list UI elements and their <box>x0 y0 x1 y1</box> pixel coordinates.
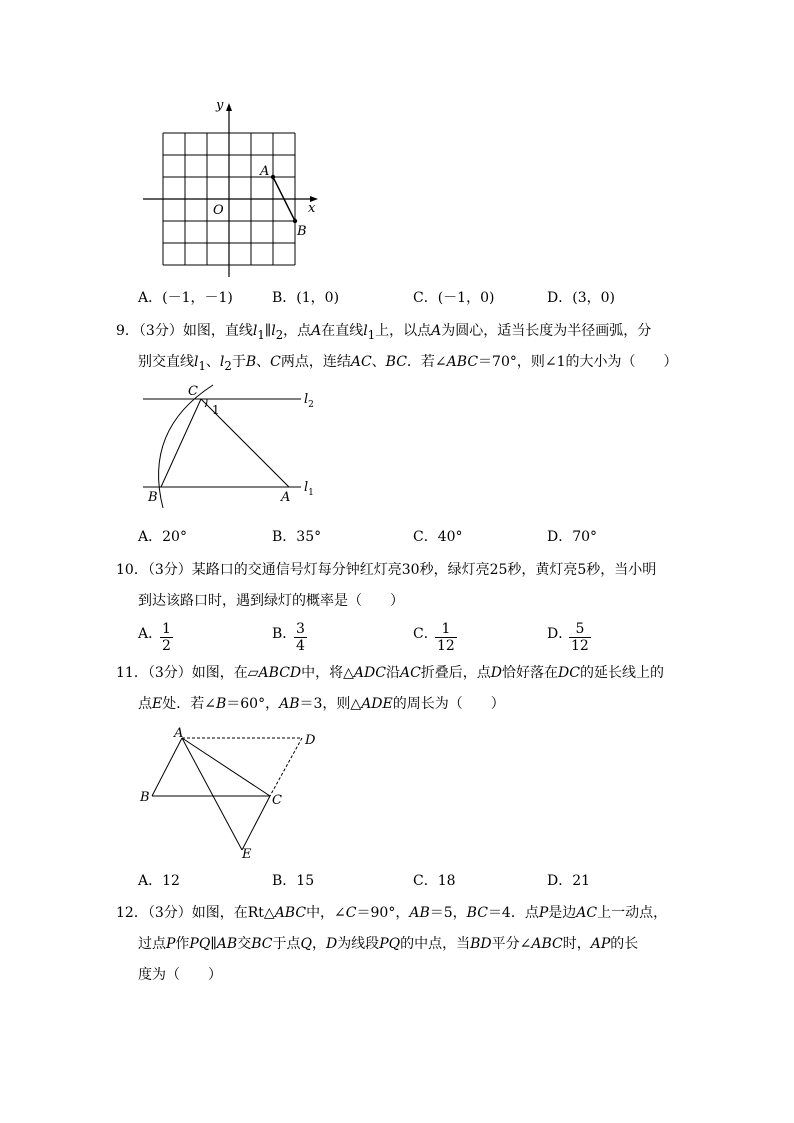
q9-label-1: 1 <box>212 403 220 417</box>
q8-label-b: B <box>297 224 307 239</box>
q11-option-c: C．18 <box>413 873 456 889</box>
q8-option-c: C．(－1，0) <box>413 290 495 306</box>
q9-parallel-lines-figure <box>135 380 335 510</box>
q11-option-d: D．21 <box>547 873 591 889</box>
q12-stem-line-3: 度为（ ） <box>138 967 222 983</box>
q11-label-a: A <box>174 726 184 741</box>
q8-option-d: D．(3，0) <box>547 290 615 306</box>
q10-option-a: A． <box>138 626 163 642</box>
q11-segment-ce <box>242 796 270 850</box>
q11-option-b: B．15 <box>272 873 315 889</box>
q9-label-b: B <box>148 490 158 505</box>
q9-option-a: A．20° <box>138 529 187 545</box>
q8-option-b: B．(1，0) <box>272 290 340 306</box>
q10-option-b-fraction: $\frac{3}{4}$ <box>296 621 305 654</box>
q9-option-b: B．35° <box>272 529 322 545</box>
q9-label-a: A <box>281 490 291 505</box>
q10-option-d-fraction: $\frac{5}{12}$ <box>571 621 589 654</box>
q8-label-a: A <box>260 164 270 179</box>
q8-option-a: A．(－1，－1) <box>138 290 233 306</box>
q11-parallelogram-figure <box>135 722 335 862</box>
q9-label-c: C <box>188 384 198 399</box>
q8-y-arrow-icon <box>226 103 232 111</box>
q10-option-a-fraction: $\frac{1}{2}$ <box>162 621 171 654</box>
q9-label-l1: $l_1$ <box>304 480 314 498</box>
q11-label-e: E <box>242 847 252 862</box>
q9-label-l2: $l_2$ <box>304 392 314 410</box>
q9-stem-line-2: 别交直线$l_1$、$l_2$于B、C两点，连结AC、BC．若∠ABC＝70°，则∠1的大小为（ ） <box>138 354 678 373</box>
q11-segment-dc-dashed <box>270 738 302 796</box>
q10-option-c: C． <box>413 626 438 642</box>
q11-label-b: B <box>140 790 150 805</box>
q11-segment-ac <box>182 738 270 796</box>
q11-label-d: D <box>305 733 316 748</box>
q8-point-b <box>293 219 297 223</box>
q8-label-o: O <box>213 203 224 218</box>
q11-stem-line-1: 11．（3分）如图，在▱ABCD中，将△ADC沿AC折叠后，点D恰好落在DC的延长线上的 <box>116 665 664 681</box>
q10-option-c-fraction: $\frac{1}{12}$ <box>437 621 455 654</box>
q11-option-a: A．12 <box>138 873 180 889</box>
q10-stem-line-1: 10．（3分）某路口的交通信号灯每分钟红灯亮30秒，绿灯亮25秒，黄灯亮5秒，当小明 <box>116 562 657 578</box>
q12-stem-line-1: 12．（3分）如图，在Rt△ABC中，∠C＝90°，AB＝5，BC＝4．点P是边AC上一动点， <box>116 905 668 921</box>
q8-point-a <box>271 175 275 179</box>
q8-label-x: x <box>308 201 316 216</box>
q9-option-c: C．40° <box>413 529 463 545</box>
q11-segment-ae <box>182 738 242 850</box>
q10-option-b: B． <box>272 626 297 642</box>
q9-option-d: D．70° <box>547 529 598 545</box>
q11-segment-ab <box>152 738 182 796</box>
q10-stem-line-2: 到达该路口时，遇到绿灯的概率是（ ） <box>138 593 404 609</box>
q10-option-d: D． <box>547 626 573 642</box>
q11-stem-line-2: 点E处．若∠B＝60°，AB＝3，则△ADE的周长为（ ） <box>138 696 505 712</box>
q9-stem-line-1: 9．（3分）如图，直线$l_1\parallel l_2$，点A在直线$l_1$上，以点A为圆心，适当长度为半径画弧，分 <box>116 323 652 342</box>
q8-coordinate-grid-figure <box>130 95 330 285</box>
q8-label-y: y <box>216 98 224 113</box>
q11-label-c: C <box>272 793 282 808</box>
q12-stem-line-2: 过点P作PQ∥AB交BC于点Q，D为线段PQ的中点，当BD平分∠ABC时，AP的长 <box>138 936 639 952</box>
